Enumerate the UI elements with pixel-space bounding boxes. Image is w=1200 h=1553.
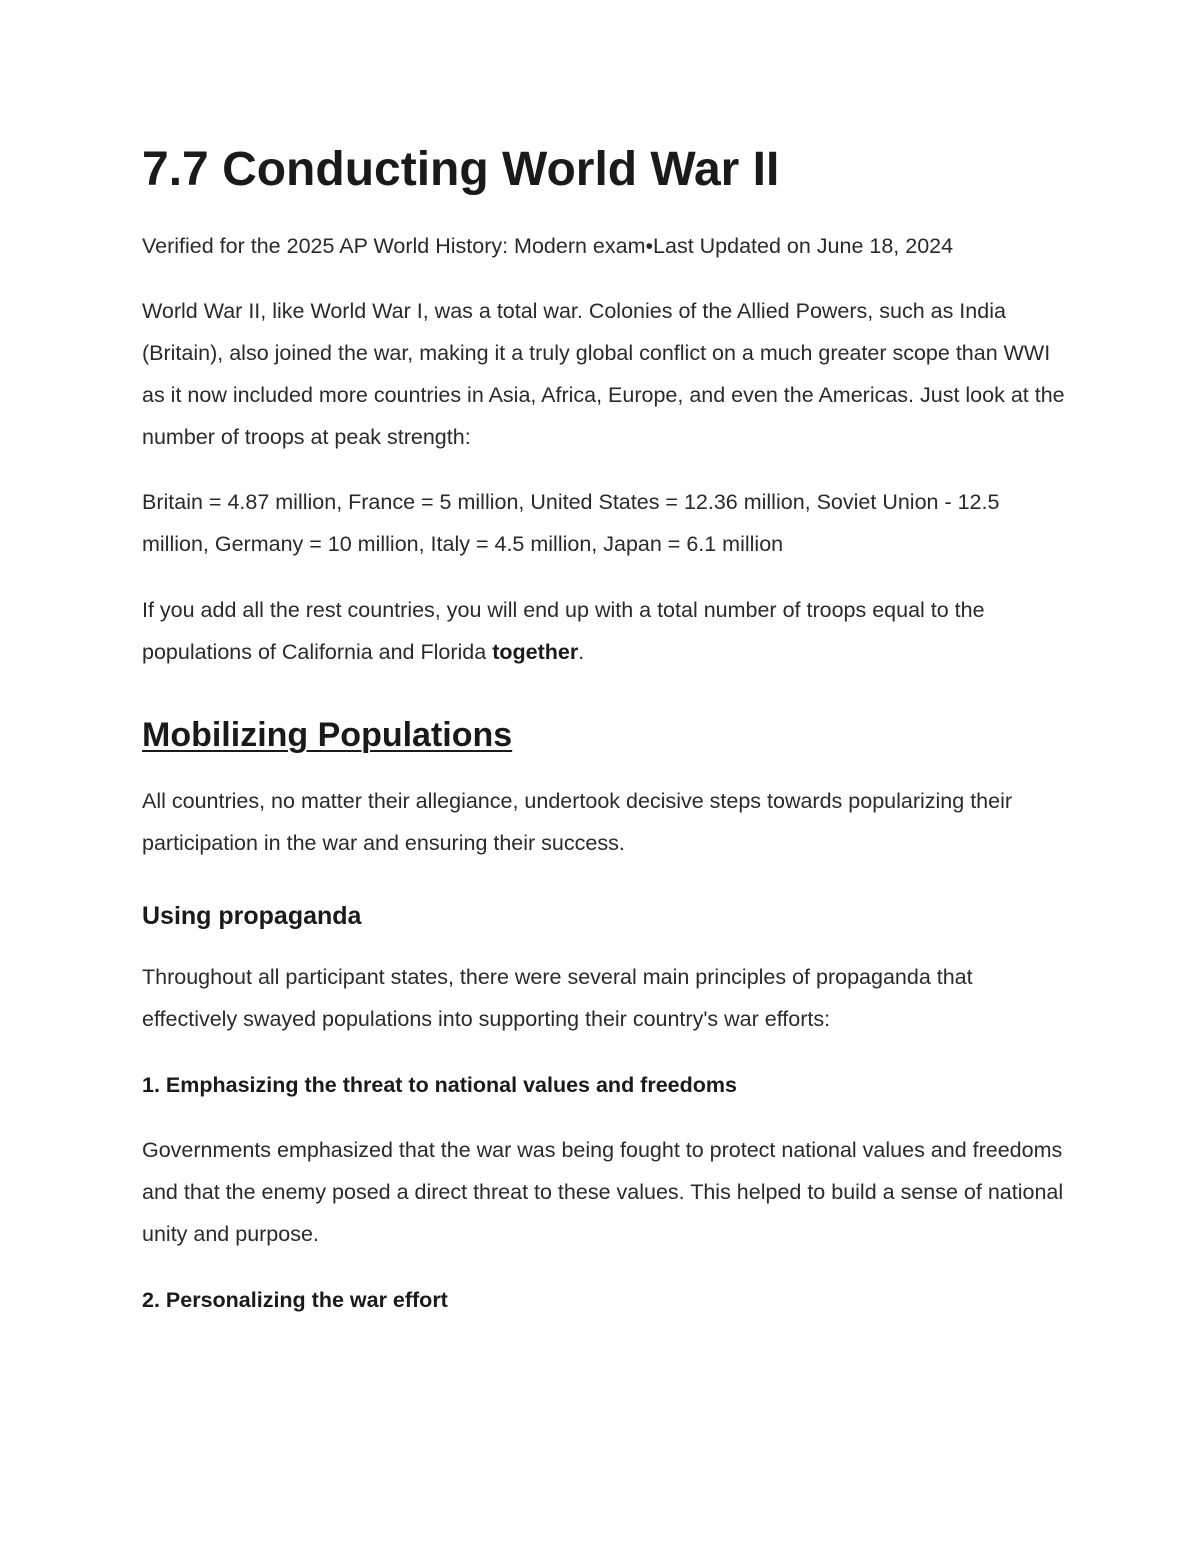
total-troops-paragraph <box>142 589 1067 673</box>
point-heading-1: 1. Emphasizing the threat to national values and freedoms <box>142 1073 737 1097</box>
verification-meta: Verified for the 2025 AP World History: Modern exam•Last Updated on June 18, 2024 <box>142 234 954 258</box>
subsection-heading-propaganda: Using propaganda <box>142 902 362 930</box>
mobilizing-paragraph: All countries, no matter their allegiance, undertook decisive steps towards popularizing their participation in the war and ensuring their success. <box>142 789 1013 855</box>
section-heading-mobilizing: Mobilizing Populations <box>142 716 513 754</box>
page-title: 7.7 Conducting World War II <box>142 143 780 196</box>
emphasis-together: together <box>492 640 579 664</box>
total-troops-text: If you add all the rest countries, you will end up with a total number of troops equal to the populations of California and Florida <box>142 598 985 664</box>
point-heading-2: 2. Personalizing the war effort <box>142 1288 448 1312</box>
troops-paragraph: Britain = 4.87 million, France = 5 million, United States = 12.36 million, Soviet Union - 12.5 million, Germany = 10 million, Italy = 4.5 million, Japan = 6.1 million <box>142 490 1000 556</box>
intro-paragraph: World War II, like World War I, was a total war. Colonies of the Allied Powers, such as India (Britain), also joined the war, making it a truly global conflict on a much greater scope than WWI as it now included more countries in Asia, Africa, Europe, and even the Americas. Just look at the number of troops at peak strength: <box>142 299 1065 449</box>
total-troops-end: . <box>578 640 585 664</box>
point-paragraph-1: Governments emphasized that the war was being fought to protect national values and freedoms and that the enemy posed a direct threat to these values. This helped to build a sense of national unity and purpose. <box>142 1138 1064 1246</box>
propaganda-paragraph: Throughout all participant states, there were several main principles of propaganda that effectively swayed populations into supporting their country's war efforts: <box>142 965 973 1031</box>
